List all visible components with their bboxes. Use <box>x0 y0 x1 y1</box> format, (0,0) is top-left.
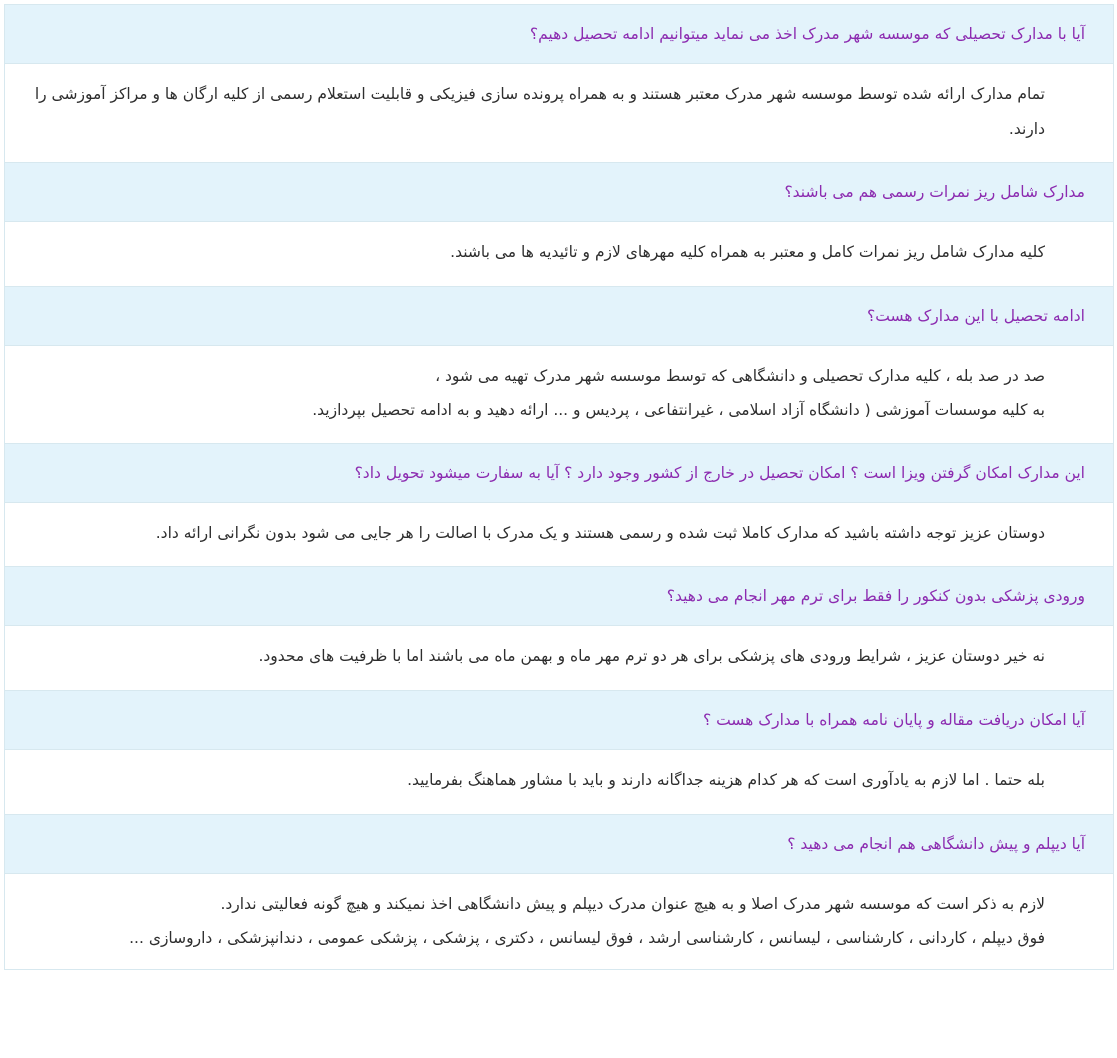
faq-answer <box>5 874 1113 970</box>
faq-accordion <box>4 4 1114 970</box>
faq-question[interactable]: ورودی پزشکی بدون کنکور را فقط برای ترم مهر انجام می دهید؟ <box>5 567 1113 626</box>
faq-answer-line: لازم به ذکر است که موسسه شهر مدرک اصلا و به هیچ عنوان مدرک دیپلم و پیش دانشگاهی اخذ نمیکند و هیچ گونه فعالیتی ندارد. <box>220 895 1045 913</box>
faq-item <box>5 567 1113 691</box>
faq-question[interactable]: آیا با مدارک تحصیلی که موسسه شهر مدرک اخذ می نماید میتوانیم ادامه تحصیل دهیم؟ <box>5 5 1113 64</box>
faq-answer <box>5 64 1113 163</box>
faq-question[interactable]: آیا امکان دریافت مقاله و پایان نامه همراه با مدارک هست ؟ <box>5 691 1113 750</box>
faq-item <box>5 163 1113 287</box>
faq-answer-line: به کلیه موسسات آموزشی ( دانشگاه آزاد اسلامی ، غیرانتفاعی ، پردیس و ... ارائه دهید و به ادامه تحصیل بپردازید. <box>312 401 1045 419</box>
faq-item <box>5 815 1113 970</box>
faq-answer-line: کلیه مدارک شامل ریز نمرات کامل و معتبر به همراه کلیه مهرهای لازم و تائیدیه ها می باشند. <box>450 243 1045 261</box>
faq-answer <box>5 222 1113 287</box>
faq-item <box>5 5 1113 163</box>
faq-answer <box>5 626 1113 691</box>
faq-question[interactable]: آیا دیپلم و پیش دانشگاهی هم انجام می دهید ؟ <box>5 815 1113 874</box>
faq-answer-line: دوستان عزیز توجه داشته باشید که مدارک کاملا ثبت شده و رسمی هستند و یک مدرک با اصالت را هر جایی می شود بدون نگرانی ارائه داد. <box>155 524 1045 542</box>
faq-answer-line: فوق دیپلم ، کاردانی ، کارشناسی ، لیسانس ، کارشناسی ارشد ، فوق لیسانس ، دکتری ، پزشکی ، پزشکی عمومی ، دندانپزشکی ، داروسازی ... <box>129 929 1045 947</box>
faq-answer-line: صد در صد بله ، کلیه مدارک تحصیلی و دانشگاهی که توسط موسسه شهر مدرک تهیه می شود ، <box>435 367 1045 385</box>
faq-answer <box>5 750 1113 815</box>
faq-answer <box>5 346 1113 444</box>
faq-item <box>5 444 1113 567</box>
faq-answer-line: نه خیر دوستان عزیز ، شرایط ورودی های پزشکی برای هر دو ترم مهر ماه و بهمن ماه می باشند اما با ظرفیت های محدود. <box>258 647 1045 665</box>
faq-answer-line: تمام مدارک ارائه شده توسط موسسه شهر مدرک معتبر هستند و به همراه پرونده سازی فیزیکی و قابلیت استعلام رسمی از کلیه ارگان ها و مراکز آموزشی را دارند. <box>34 85 1045 138</box>
faq-question[interactable]: ادامه تحصیل با این مدارک هست؟ <box>5 287 1113 346</box>
faq-answer <box>5 503 1113 567</box>
faq-question[interactable]: مدارک شامل ریز نمرات رسمی هم می باشند؟ <box>5 163 1113 222</box>
faq-item <box>5 287 1113 444</box>
faq-item <box>5 691 1113 815</box>
faq-question[interactable]: این مدارک امکان گرفتن ویزا است ؟ امکان تحصیل در خارج از کشور وجود دارد ؟ آیا به سفارت میشود تحویل داد؟ <box>5 444 1113 503</box>
faq-answer-line: بله حتما . اما لازم به یادآوری است که هر کدام هزینه جداگانه دارند و باید با مشاور هماهنگ بفرمایید. <box>407 771 1045 789</box>
